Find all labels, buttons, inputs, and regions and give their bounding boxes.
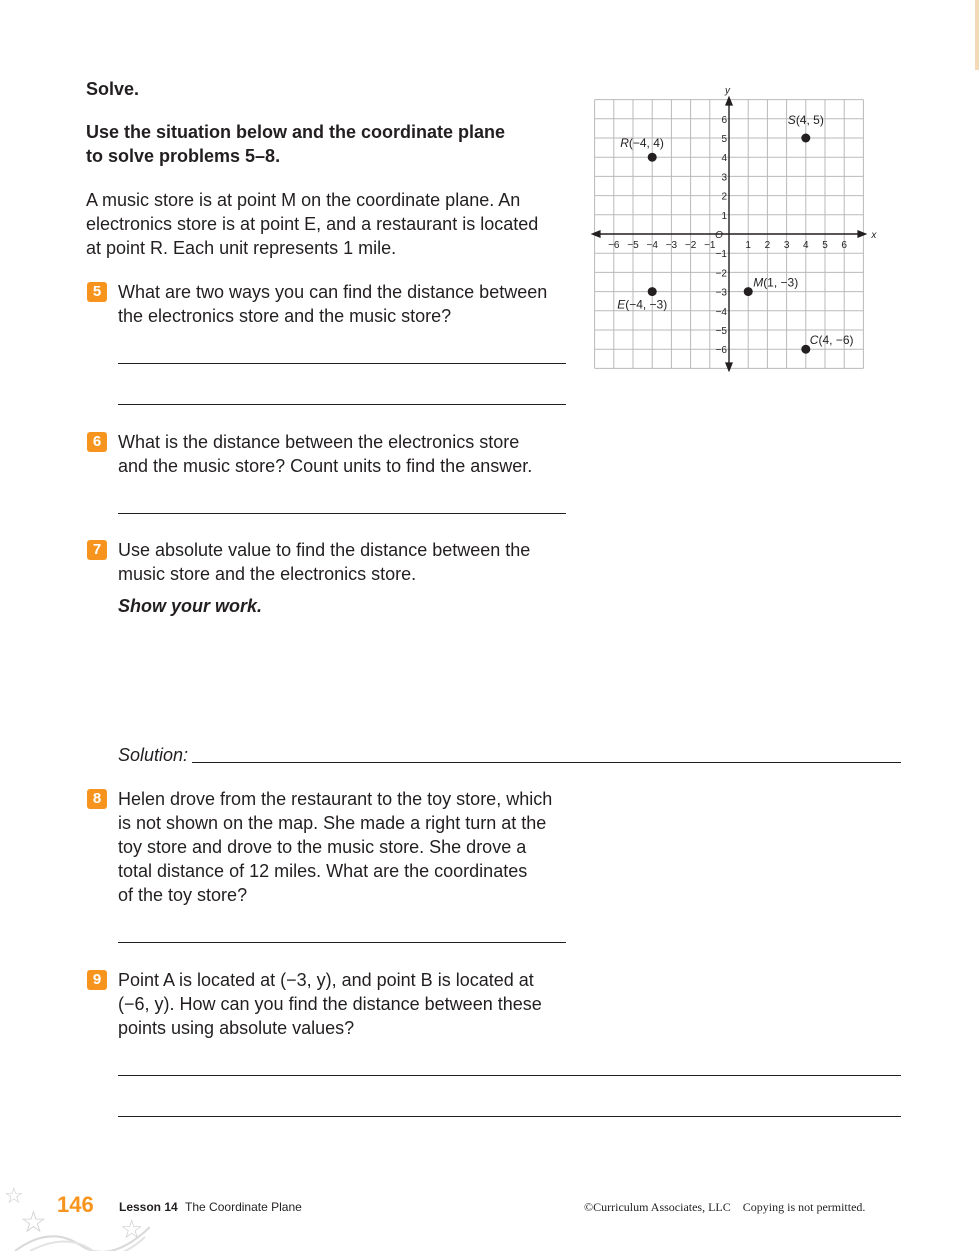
- y-tick-label: 6: [721, 114, 727, 126]
- question-7-text: [118, 538, 573, 586]
- show-work-label: Show your work.: [118, 596, 263, 616]
- x-axis-label: x: [871, 230, 877, 241]
- answer-line[interactable]: [118, 363, 566, 364]
- solution-answer-line[interactable]: [192, 762, 901, 763]
- question-8-number: 8: [87, 789, 107, 809]
- point-e: [648, 287, 657, 296]
- y-tick-label: −4: [715, 306, 727, 318]
- point-label-e: E(−4, −3): [617, 297, 668, 312]
- intro-heading-line1: Use the situation below and the coordinate plane: [86, 122, 506, 142]
- question-6-text: [118, 430, 573, 478]
- y-tick-label: −3: [715, 287, 727, 299]
- question-9-text: [118, 968, 588, 1040]
- question-line: (−6, y). How can you find the distance between these: [118, 994, 542, 1014]
- solve-heading: Solve.: [86, 79, 140, 99]
- answer-line[interactable]: [118, 404, 566, 405]
- question-line: What is the distance between the electronics store: [118, 432, 520, 452]
- x-tick-label: 6: [841, 240, 847, 251]
- x-tick-label: 1: [745, 240, 751, 251]
- x-tick-label: −6: [608, 240, 620, 251]
- question-line: points using absolute values?: [118, 1018, 355, 1038]
- y-tick-label: 1: [721, 210, 727, 222]
- question-line: Point A is located at (−3, y), and point B is located at: [118, 970, 534, 990]
- intro-para-line: A music store is at point M on the coordinate plane. An: [86, 190, 521, 210]
- star-icon: ☆: [120, 1214, 144, 1244]
- coordinate-plane: [585, 82, 885, 372]
- answer-line[interactable]: [118, 513, 566, 514]
- question-line: Use absolute value to find the distance between the: [118, 540, 531, 560]
- x-tick-label: −2: [684, 240, 697, 251]
- page-number: 146: [57, 1192, 94, 1217]
- y-tick-label: −6: [715, 345, 727, 357]
- swoosh-icon: [10, 1215, 150, 1251]
- answer-line[interactable]: [118, 942, 566, 943]
- y-tick-label: 4: [721, 153, 727, 165]
- intro-para-line: at point R. Each unit represents 1 mile.: [86, 238, 397, 258]
- question-line: the electronics store and the music store?: [118, 306, 452, 326]
- question-line: of the toy store?: [118, 885, 248, 905]
- y-tick-label: −5: [715, 326, 727, 337]
- question-line: total distance of 12 miles. What are the coordinates: [118, 861, 528, 881]
- page-edge-tab: [975, 0, 979, 70]
- y-axis-arrow: [725, 362, 733, 372]
- x-tick-label: −5: [627, 240, 639, 251]
- answer-line[interactable]: [118, 1116, 901, 1117]
- x-tick-label: 2: [764, 240, 771, 251]
- origin-label: O: [715, 230, 723, 241]
- point-m: [744, 287, 753, 296]
- point-label-s: S(4, 5): [787, 113, 824, 127]
- answer-line[interactable]: [118, 1075, 901, 1076]
- question-5-text: [118, 280, 573, 328]
- point-label-m: M(1, −3): [753, 275, 799, 290]
- intro-heading-line2: to solve problems 5–8.: [86, 146, 281, 166]
- y-tick-label: −2: [715, 268, 727, 280]
- y-axis-arrow: [725, 96, 733, 106]
- question-line: music store and the electronics store.: [118, 564, 417, 584]
- y-axis-label: y: [725, 85, 730, 97]
- question-6-number: 6: [87, 432, 107, 452]
- question-line: and the music store? Count units to find the answer.: [118, 456, 533, 476]
- x-tick-label: −1: [704, 240, 716, 251]
- x-tick-label: 3: [783, 240, 790, 251]
- x-tick-label: −3: [665, 240, 678, 251]
- copyright-notice: ©Curriculum Associates, LLC Copying is not permitted.: [584, 1200, 866, 1214]
- y-tick-label: 2: [721, 191, 727, 203]
- lesson-label: [119, 1200, 302, 1214]
- intro-para-line: electronics store is at point E, and a restaurant is located: [86, 214, 539, 234]
- point-s: [801, 134, 810, 143]
- axes: [591, 86, 878, 372]
- star-icon: ☆: [4, 1183, 24, 1208]
- question-line: Helen drove from the restaurant to the toy store, which: [118, 789, 553, 809]
- x-tick-label: −4: [646, 240, 658, 251]
- solution-label: Solution:: [118, 745, 189, 765]
- point-label-r: R(−4, 4): [620, 136, 664, 151]
- question-8-text: [118, 787, 588, 907]
- x-axis-arrow: [857, 230, 867, 238]
- x-tick-label: 5: [822, 240, 828, 251]
- question-line: is not shown on the map. She made a right turn at the: [118, 813, 547, 833]
- point-label-c: C(4, −6): [809, 333, 854, 348]
- question-7-number: 7: [87, 540, 107, 560]
- lesson-title: The Coordinate Plane: [185, 1200, 302, 1214]
- point-r: [648, 153, 657, 162]
- x-tick-label: 4: [803, 240, 809, 251]
- y-tick-label: 5: [721, 134, 727, 145]
- tick-labels: [608, 115, 847, 356]
- question-line: toy store and drove to the music store. She drove a: [118, 837, 527, 857]
- question-9-number: 9: [87, 970, 107, 990]
- question-5-number: 5: [87, 282, 107, 302]
- question-line: What are two ways you can find the distance between: [118, 282, 548, 302]
- x-axis-arrow: [591, 230, 601, 238]
- y-tick-label: −1: [715, 249, 727, 261]
- lesson-number: Lesson 14: [119, 1200, 178, 1214]
- intro-paragraph: [86, 188, 566, 260]
- star-icon: ☆: [20, 1206, 47, 1239]
- y-tick-label: 3: [721, 172, 727, 184]
